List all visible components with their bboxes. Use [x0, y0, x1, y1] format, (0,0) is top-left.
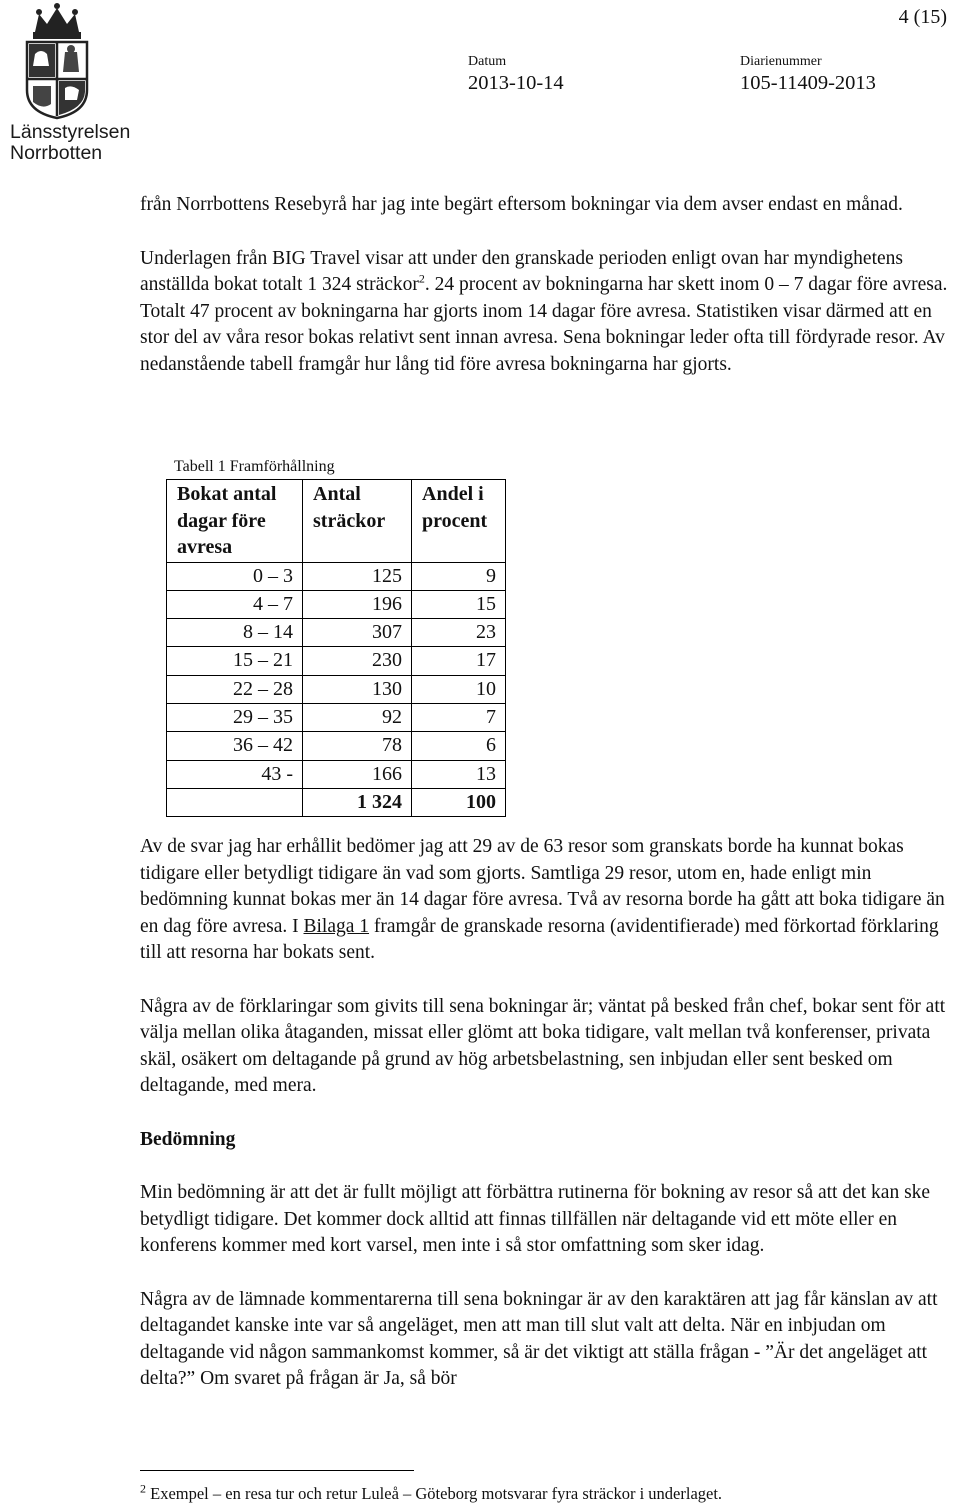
- header-count: Antal sträckor: [303, 480, 412, 563]
- document-body-continued: [140, 834, 955, 1393]
- paragraph-4: Några av de förklaringar som givits till sena bokningar är; väntat på besked från chef, bokar sent för att välja mellan olika åtaganden, missat eller glömt att boka tidigare, valt mellan två konferenser, privata skäl, osäkert om deltagande på grund av hög arbetsbelastning, sen inbjudan eller sent besked om deltagande, med mera.: [140, 995, 946, 1096]
- cell-percent: 17: [412, 647, 506, 675]
- table-row: [167, 760, 506, 788]
- header-percent: Andel i procent: [412, 480, 506, 563]
- date-value: 2013-10-14: [468, 72, 564, 94]
- footnote: [140, 1481, 723, 1503]
- cell-days: 4 – 7: [167, 590, 303, 618]
- reference-value: 105-11409-2013: [740, 72, 876, 94]
- page-number: 4 (15): [898, 6, 947, 28]
- cell-count: 166: [303, 760, 412, 788]
- table-header-row: [167, 480, 506, 563]
- cell-days: 29 – 35: [167, 703, 303, 731]
- cell-percent: 23: [412, 619, 506, 647]
- cell-days: 8 – 14: [167, 619, 303, 647]
- cell-days: 36 – 42: [167, 732, 303, 760]
- footnote-marker: 2: [140, 1481, 146, 1496]
- cell-count: 1 324: [303, 788, 412, 816]
- paragraph-3-start: Av de svar jag har erhållit bedömer jag att 29 av de 63 resor som granskats borde ha kunnat bokas tidigare eller betydligt tidigare än vad som gjorts. Samtliga 29 resor, utom en, hade enligt min bedömning kunnat bokas mer än 14 dagar före avresa. Två av resorna borde ha gått att boka tidigare än en dag före avresa. I: [140, 836, 945, 937]
- paragraph-6: Några av de lämnade kommentarerna till sena bokningar är av den karaktären att jag får känslan av att deltagandet kanske inte var så angeläget, men att man till slut valt att delta. När en inbjudan om deltagande vid någon sammankomst kommer, så är det viktigt att ställa frågan - ”Är det angeläget att delta?” Om svaret på frågan är Ja, så bör: [140, 1288, 938, 1389]
- paragraph-3: [140, 834, 955, 967]
- paragraph-1: från Norrbottens Resebyrå har jag inte begärt eftersom bokningar via dem avser endast en månad.: [140, 194, 903, 215]
- date-block: [468, 54, 564, 96]
- logo-text: [10, 121, 131, 164]
- footnote-text: Exempel – en resa tur och retur Luleå – Göteborg motsvarar fyra sträckor i underlaget.: [146, 1484, 723, 1503]
- cell-days: 43 -: [167, 760, 303, 788]
- cell-percent: 10: [412, 675, 506, 703]
- cell-percent: 13: [412, 760, 506, 788]
- footnote-ref: 2: [418, 271, 425, 286]
- cell-days: 15 – 21: [167, 647, 303, 675]
- bilaga-link[interactable]: Bilaga 1: [303, 915, 370, 937]
- date-label: Datum: [468, 54, 507, 69]
- header-days: Bokat antal dagar före avresa: [167, 480, 303, 563]
- lead-time-table: [166, 479, 506, 817]
- table-row: [167, 590, 506, 618]
- cell-count: 196: [303, 590, 412, 618]
- table-caption: Tabell 1 Framförhållning: [174, 458, 335, 475]
- table-row: [167, 703, 506, 731]
- cell-count: 307: [303, 619, 412, 647]
- cell-percent: 15: [412, 590, 506, 618]
- table-row: [167, 619, 506, 647]
- cell-days: 22 – 28: [167, 675, 303, 703]
- cell-percent: 7: [412, 703, 506, 731]
- coat-of-arms-icon: [21, 2, 93, 120]
- document-body: [140, 192, 955, 378]
- reference-label: Diarienummer: [740, 54, 822, 69]
- table-row: [167, 562, 506, 590]
- cell-count: 125: [303, 562, 412, 590]
- cell-count: 78: [303, 732, 412, 760]
- cell-percent: 9: [412, 562, 506, 590]
- section-heading: Bedömning: [140, 1128, 236, 1150]
- cell-days: 0 – 3: [167, 562, 303, 590]
- footnote-divider: [140, 1470, 414, 1471]
- cell-percent: 100: [412, 788, 506, 816]
- paragraph-3-end: framgår de granskade resorna (avidentifierade) med förkortad förklaring till att resorna har bokats sent.: [140, 915, 939, 963]
- paragraph-5: Min bedömning är att det är fullt möjligt att förbättra rutinerna för bokning av resor så att det kan ske betydligt tidigare. Det kommer dock alltid att finnas tillfällen när deltagande vid ett möte eller en konferens kommer med kort varsel, men inte i så stor omfattning som sker idag.: [140, 1182, 931, 1256]
- cell-days: [167, 788, 303, 816]
- logo-line-1: Länsstyrelsen: [10, 121, 131, 143]
- paragraph-2: [140, 246, 955, 379]
- table-row: [167, 647, 506, 675]
- table-row: [167, 732, 506, 760]
- cell-count: 92: [303, 703, 412, 731]
- paragraph-2-start: Underlagen från BIG Travel visar att under den granskade perioden enligt ovan har myndighetens anställda bokat totalt 1 324 sträckor: [140, 247, 903, 295]
- table-block: [166, 458, 506, 817]
- cell-percent: 6: [412, 732, 506, 760]
- logo-line-2: Norrbotten: [10, 142, 103, 164]
- reference-block: [740, 54, 876, 96]
- agency-logo: [10, 2, 131, 164]
- paragraph-2-end: . 24 procent av bokningarna har skett inom 0 – 7 dagar före avresa. Totalt 47 procent av bokningarna har gjorts inom 14 dagar före avresa. Statistiken visar därmed att en stor del av våra resor bokas relativt sent innan avresa. Sena bokningar leder ofta till fördyrade resor. Av nedanstående tabell framgår hur lång tid före avresa bokningarna har gjorts.: [140, 274, 948, 375]
- cell-count: 130: [303, 675, 412, 703]
- table-row: [167, 675, 506, 703]
- cell-count: 230: [303, 647, 412, 675]
- table-total-row: [167, 788, 506, 816]
